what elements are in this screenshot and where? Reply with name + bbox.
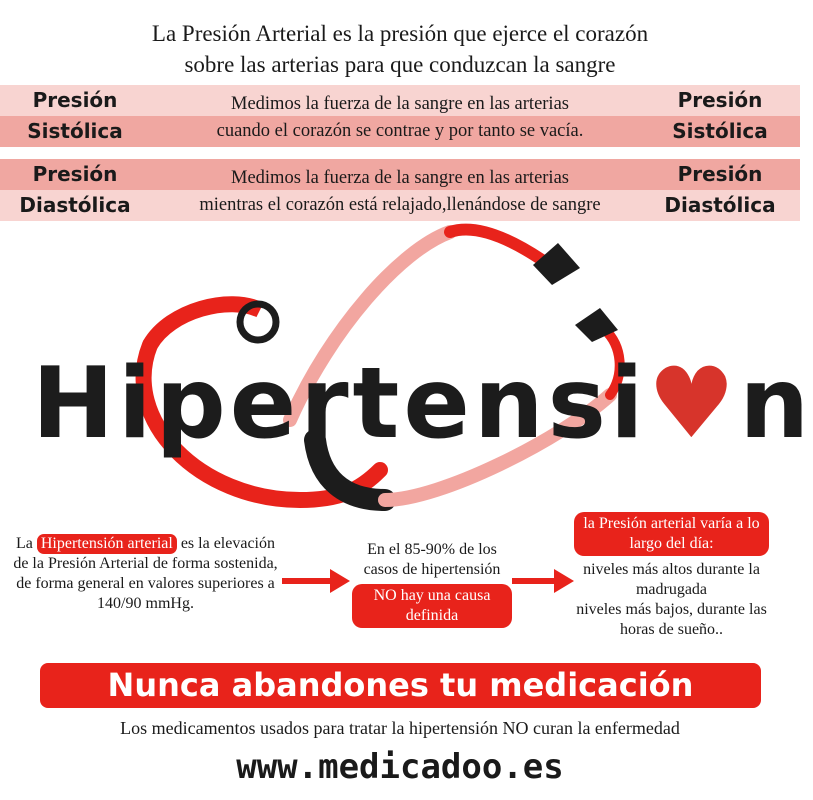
systolic-description-line-2: cuando el corazón se contrae y por tanto se vacía. <box>216 121 584 141</box>
definition-highlight: Hipertensión arterial <box>37 534 177 554</box>
headline-last-letter: n <box>739 347 813 461</box>
systolic-title-right-bottom: Sistólica <box>672 119 768 143</box>
daily-variation-text <box>574 512 769 640</box>
diastolic-description-line-1: Medimos la fuerza de la sangre en las arterias <box>231 168 569 188</box>
heart-icon: ♥ <box>647 347 740 461</box>
systolic-title-right-top: Presión <box>677 88 763 112</box>
definition-pre: La <box>16 535 37 552</box>
cause-text <box>352 540 512 628</box>
cause-highlight: NO hay una causa definida <box>352 584 512 628</box>
daily-variation-high: niveles más altos durante la madrugada <box>583 561 760 598</box>
intro-text <box>0 18 800 80</box>
arrow-right-icon <box>554 569 574 593</box>
arrow-left-shaft <box>282 578 332 584</box>
definition-text <box>8 534 283 614</box>
arrow-middle-shaft <box>512 578 557 584</box>
daily-variation-low: niveles más bajos, durante las horas de sueño.. <box>576 601 767 638</box>
website-link[interactable]: www.medicadoo.es <box>236 747 564 787</box>
headline-text: Hipertensi <box>32 347 648 461</box>
diastolic-title-left-bottom: Diastólica <box>19 193 131 217</box>
medication-banner: Nunca abandones tu medicación <box>40 663 761 708</box>
cause-statement: En el 85-90% de los casos de hipertensión <box>363 541 501 578</box>
medication-note: Los medicamentos usados para tratar la hipertensión NO curan la enfermedad <box>120 718 680 738</box>
systolic-description-line-1: Medimos la fuerza de la sangre en las arterias <box>231 94 569 114</box>
diastolic-title-left-top: Presión <box>32 162 118 186</box>
systolic-title-left-bottom: Sistólica <box>27 119 123 143</box>
daily-variation-highlight: la Presión arterial varía a lo largo del día: <box>574 512 769 556</box>
headline-hipertension <box>32 344 813 464</box>
intro-line-1: La Presión Arterial es la presión que ejerce el corazón <box>151 21 649 46</box>
diastolic-description-line-2: mientras el corazón está relajado,llenándose de sangre <box>199 195 601 215</box>
intro-line-2: sobre las arterias para que conduzcan la sangre <box>184 52 616 77</box>
arrow-right-icon <box>330 569 350 593</box>
definition-post: es la elevación de la Presión Arterial de forma sostenida, de forma general en valores superiores a 140/90 mmHg. <box>13 535 278 612</box>
diastolic-title-right-top: Presión <box>677 162 763 186</box>
systolic-title-left-top: Presión <box>32 88 118 112</box>
diastolic-title-right-bottom: Diastólica <box>664 193 776 217</box>
